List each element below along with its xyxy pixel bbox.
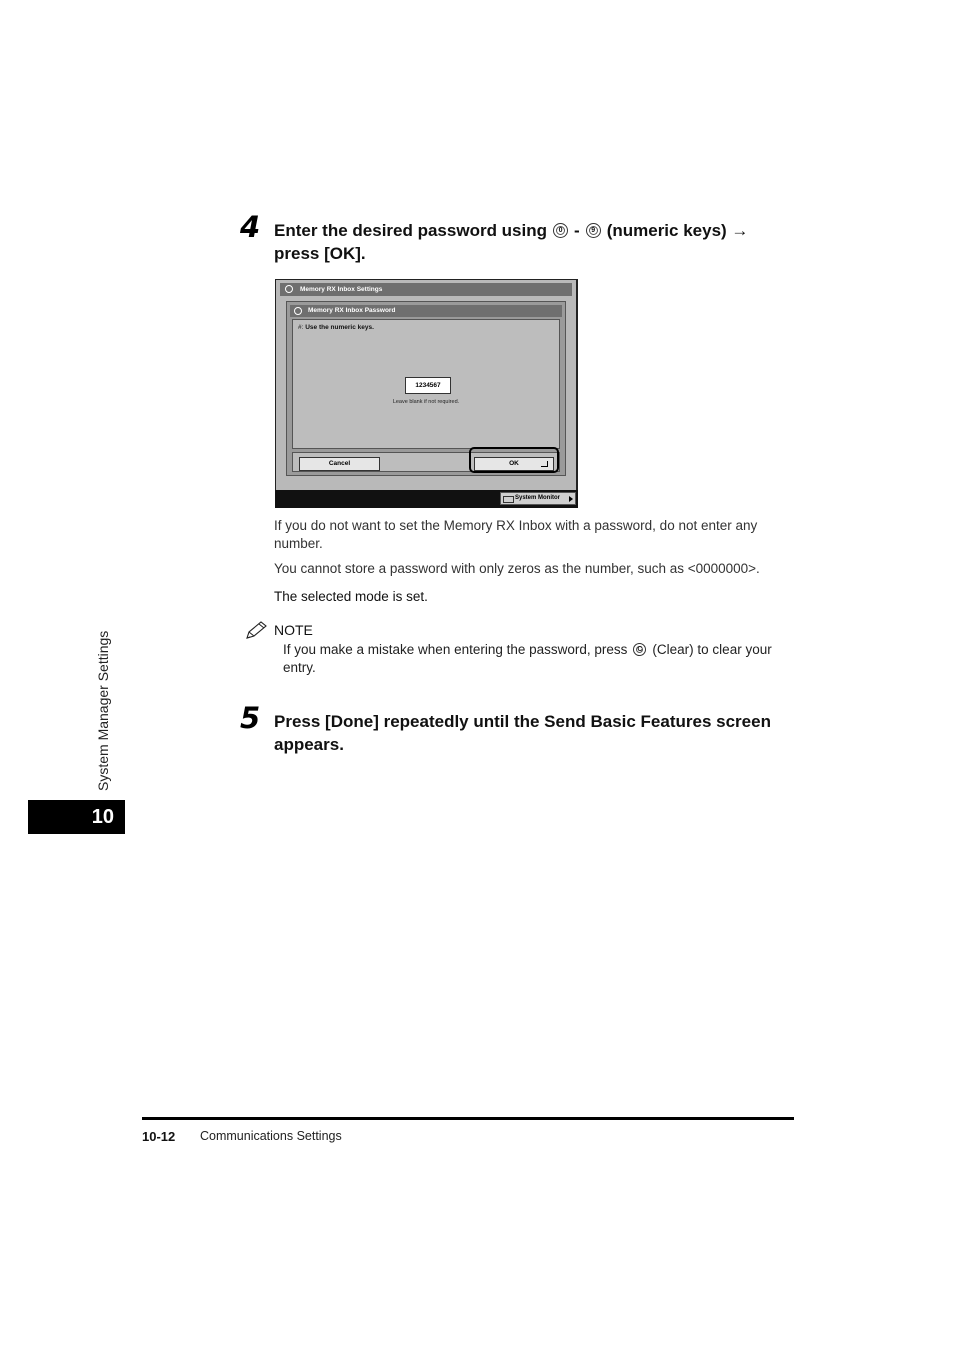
footer-rule <box>142 1117 794 1120</box>
note-body <box>283 641 798 677</box>
note-heading: NOTE <box>274 622 313 638</box>
chapter-tab: 10 <box>28 800 125 834</box>
dialog-title: Memory RX Inbox Password <box>308 307 396 314</box>
result-text: The selected mode is set. <box>274 589 428 604</box>
step-number: 5 <box>240 701 261 735</box>
note-paragraph-1: If you do not want to set the Memory RX Inbox with a password, do not enter any number. <box>274 518 758 551</box>
page-number: 10-12 <box>142 1129 176 1144</box>
clear-key-icon: C <box>633 643 646 656</box>
numeric-key-9-icon: 9 <box>586 223 601 238</box>
settings-window <box>276 280 576 490</box>
monitor-icon <box>503 496 514 503</box>
hint-text: Leave blank if not required. <box>392 399 460 405</box>
password-field[interactable]: 1234567 <box>405 377 451 394</box>
system-monitor-button[interactable]: System Monitor <box>500 492 576 505</box>
step-4-text-c: press [OK]. <box>274 244 366 263</box>
step-number: 4 <box>240 210 261 244</box>
device-screenshot <box>275 279 578 508</box>
step-4-text-a: Enter the desired password using <box>274 221 548 240</box>
instruction <box>298 324 374 331</box>
inbox-icon <box>285 285 293 293</box>
password-dialog <box>286 301 566 476</box>
numeric-key-0-icon: 0 <box>553 223 568 238</box>
window-title-bar <box>280 283 572 296</box>
ok-highlight-ring <box>469 447 559 473</box>
instruction-text: Use the numeric keys. <box>305 324 374 331</box>
ok-button[interactable]: OK <box>474 457 554 471</box>
arrow-right-icon <box>569 496 573 502</box>
status-bar <box>275 490 578 508</box>
step-4-text-b: (numeric keys) → <box>606 221 749 240</box>
pencil-icon <box>245 620 269 640</box>
step-4-instruction <box>274 219 804 265</box>
window-title: Memory RX Inbox Settings <box>300 286 383 293</box>
dialog-body <box>292 319 560 449</box>
cancel-button[interactable]: Cancel <box>299 457 380 471</box>
section-label: System Manager Settings <box>95 630 111 791</box>
step-5-instruction: Press [Done] repeatedly until the Send Basic Features screen appears. <box>274 712 771 754</box>
numeric-keys-icon: #: <box>298 324 304 331</box>
dialog-title-bar <box>290 305 562 317</box>
dash: - <box>574 221 580 240</box>
note-text-b: (Clear) to clear your entry. <box>283 642 772 675</box>
note-paragraph-2: You cannot store a password with only zeros as the number, such as <0000000>. <box>274 561 760 576</box>
footer-section: Communications Settings <box>200 1129 342 1143</box>
inbox-icon <box>294 307 302 315</box>
note-text-a: If you make a mistake when entering the password, press <box>283 642 628 657</box>
